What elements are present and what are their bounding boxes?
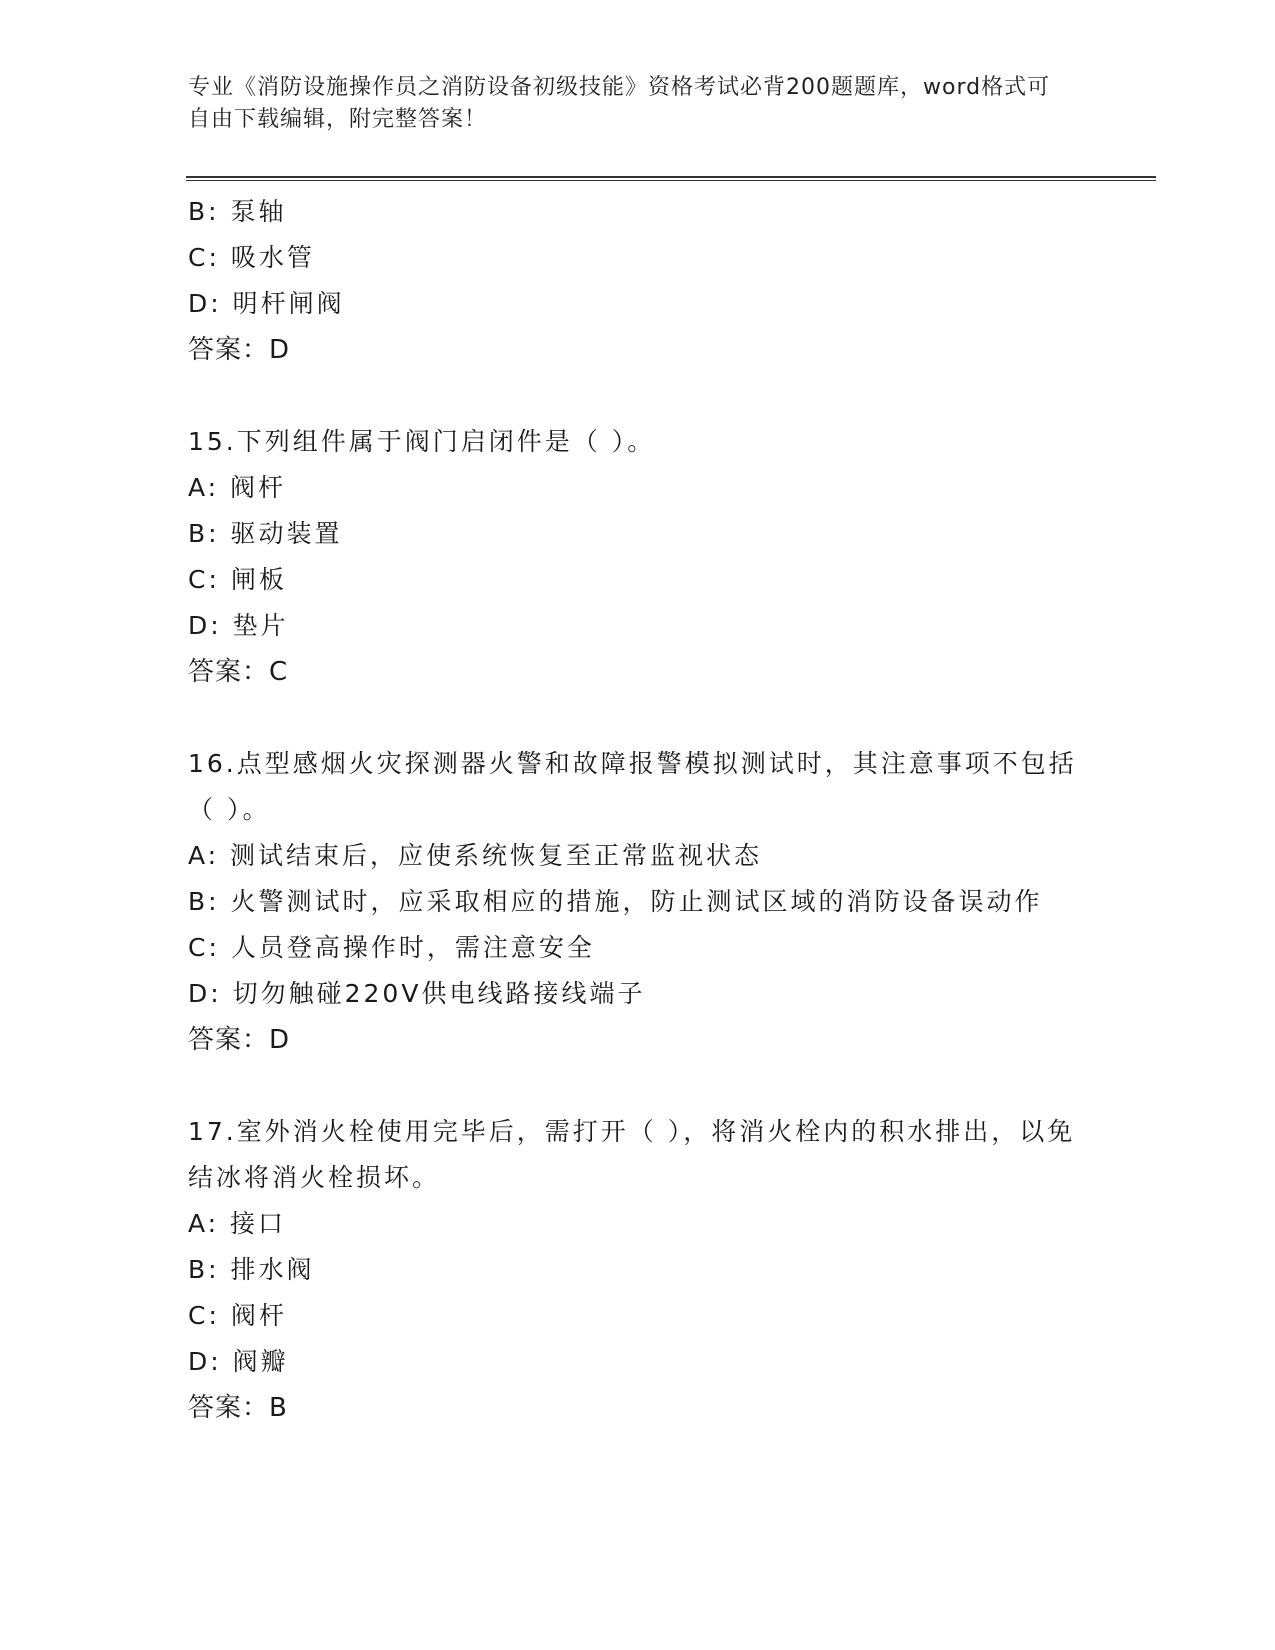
answer: 答案：C: [188, 657, 289, 687]
option-c: C: 吸水管: [188, 243, 315, 272]
option-b: B: 驱动装置: [188, 519, 343, 548]
question-list: [188, 189, 1088, 1431]
question-17: [188, 1109, 1088, 1431]
option-b: B: 排水阀: [188, 1255, 315, 1284]
option-c: C: 阀杆: [188, 1301, 287, 1330]
option-d: D: 垫片: [188, 611, 289, 640]
document-header: 专业《消防设施操作员之消防设备初级技能》资格考试必背200题题库，word格式可自由下载编辑，附完整答案！: [188, 75, 1051, 132]
carryover-question: [188, 189, 1088, 373]
option-a: A: 测试结束后，应使系统恢复至正常监视状态: [188, 841, 763, 870]
option-c: C: 闸板: [188, 565, 287, 594]
option-d: D: 切勿触碰220V供电线路接线端子: [188, 979, 646, 1008]
question-stem: 16.点型感烟火灾探测器火警和故障报警模拟测试时，其注意事项不包括（ ）。: [188, 749, 1077, 824]
question-stem: 15.下列组件属于阀门启闭件是（ ）。: [188, 427, 656, 456]
option-c: C: 人员登高操作时，需注意安全: [188, 933, 595, 962]
option-a: A: 接口: [188, 1209, 287, 1238]
question-stem: 17.室外消火栓使用完毕后，需打开（ ），将消火栓内的积水排出，以免结冰将消火栓损坏。: [188, 1117, 1076, 1192]
option-a: A: 阀杆: [188, 473, 287, 502]
option-b: B: 火警测试时，应采取相应的措施，防止测试区域的消防设备误动作: [188, 887, 1043, 916]
option-d: D: 阀瓣: [188, 1347, 289, 1376]
answer: 答案：D: [188, 335, 291, 365]
question-16: [188, 741, 1088, 1063]
answer: 答案：D: [188, 1025, 291, 1055]
answer: 答案：B: [188, 1393, 288, 1423]
question-15: [188, 419, 1088, 695]
option-d: D: 明杆闸阀: [188, 289, 345, 318]
header-divider: [186, 176, 1156, 182]
option-b: B: 泵轴: [188, 197, 287, 226]
